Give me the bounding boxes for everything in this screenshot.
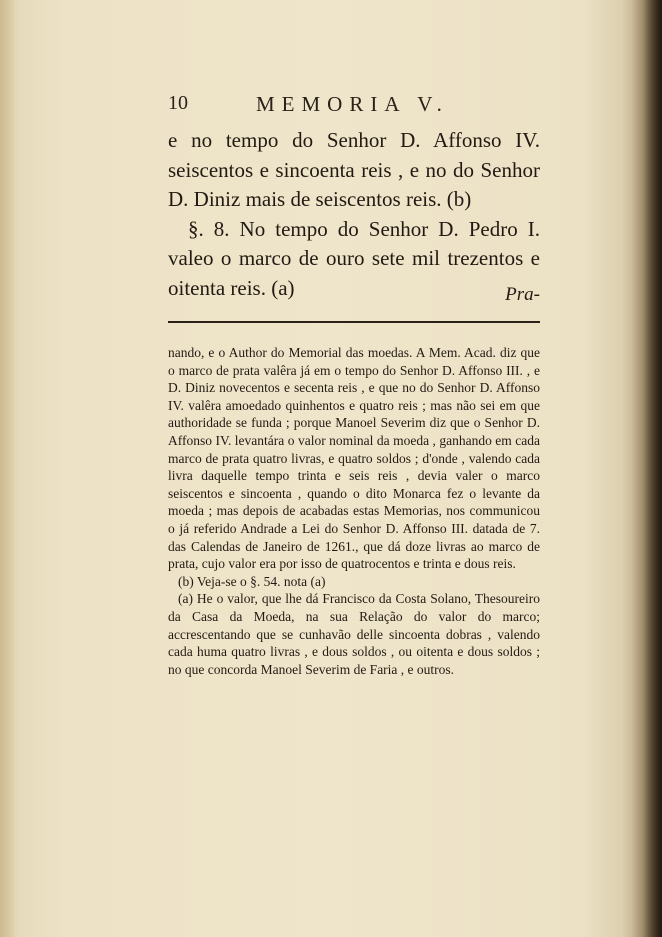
footnote-a: (a) He o valor, que lhe dá Francisco da Costa Solano, Thesoureiro da Casa da Moeda, na sua Relação do valor do marco; accrescentando que se cunhavão delle sincoenta dobras , valendo cada huma quatro livras , e dous soldos , ou oitenta e dous soldos ; no que concorda Manoel Severim de Faria , e outros. — [168, 591, 540, 677]
footnote-rule — [168, 321, 540, 323]
page-number: 10 — [168, 92, 188, 114]
footnotes — [168, 344, 540, 678]
main-text — [168, 126, 540, 303]
running-title: MEMORIA V. — [256, 92, 449, 116]
page-header — [168, 92, 548, 120]
main-paragraph: e no tempo do Senhor D. Affonso IV. seiscentos e sincoenta reis , e no do Senhor D. Diniz mais de seiscentos reis. (b) — [168, 128, 540, 211]
page-shadow — [632, 0, 662, 937]
footnote-b: (b) Veja-se o §. 54. nota (a) — [178, 573, 326, 589]
footnote-continuation: nando, e o Author do Memorial das moedas. A Mem. Acad. diz que o marco de prata valêra já em o tempo do Senhor D. Affonso III. , e D. Diniz novecentos e secenta reis , e que no do Senhor D. Affonso IV. valêra amoedado quinhentos e quatro reis ; mas não sei em que authoridade se funda ; porque Manoel Severim diz que o Senhor D. Affonso IV. levantára o valor nominal da moeda , ganhando em cada marco de prata quatro livras, e quatro soldos ; d'onde , valendo cada livra daquelle tempo trinta e seis reis , devia valer o marco seiscentos e sincoenta , quando o dito Monarca fez o levante da moeda ; mas depois de acabadas estas Memorias, nos communicou o já referido Andrade a Lei do Senhor D. Affonso III. datada de 7. das Calendas de Janeiro de 1261., que dá doze livras ao marco de prata, cujo valor era por isso de quatrocentos e trinta e dous reis. — [168, 345, 540, 572]
catchword: Pra- — [505, 284, 540, 305]
page-gutter — [0, 0, 14, 937]
main-paragraph-section-8: §. 8. No tempo do Senhor D. Pedro I. valeo o marco de ouro sete mil trezentos e oitenta reis. (a) — [168, 216, 540, 300]
